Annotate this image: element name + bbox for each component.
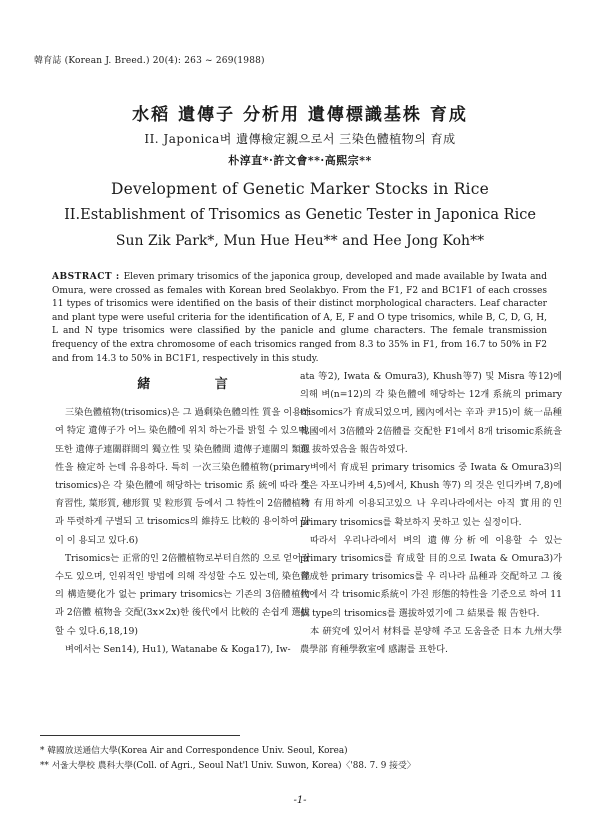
english-subtitle: II.Establishment of Trisomics as Genetic Tester in Japonica Rice [64,207,536,223]
acknowledgement-paragraph: 本 硏究에 있어서 材料를 분양해 주고 도움을준 日本 九州大學 農學部 育種學敎室에 感謝를 표한다. [300,625,562,656]
english-title: Development of Genetic Marker Stocks in Rice [111,180,489,198]
intro-paragraph: 벼에서는 Sen14), Hu1), Watanabe & Koga17), Iw- [65,643,291,655]
intro-paragraph: 벼에서 育成된 primary trisomics 중 Iwata & Omura3)의 것은 자포니카벼 4,5)에서, Khush 等7) 의 것은 인디카벼 7,8)에서 有用하게 이용되고있으 나 우리나라에서는 아직 實用的인 primary trisomics를 확보하지 못하고 있는 실정이다. [300,462,562,528]
intro-paragraph: 三染色體植物(trisomics)은 그 過剩染色體의性 質을 이용하여 特定 遺傳子가 어느 染色體에 위치 하는가를 밝힐 수 있으며, 또한 遺傳子連關群間의 獨立性 및 染色體間 遺傳子連關의 類似性을 檢定하 는데 유용하다. 특히 一次三染色體植物(primary trisomics)은 각 染色體에 해당하는 trisomic 系 統에 따라 生育習性, 葉形質, 穗形質 및 粒形質 등에서 그 特性이 2倍體植物과 뚜렷하게 구별되 고 trisomics의 維持도 比較的 용이하여 많이 이 용되고 있다.6) [55,407,310,546]
footnote-affiliation-2: ** 서울大學校 農科大學(Coll. of Agri., Seoul Nat'l Univ. Suwon, Korea)〈'88. 7. 9 接受〉 [40,761,416,771]
korean-authors: 朴淳直*·許文會**·高熙宗** [228,154,372,167]
body-left-column [55,368,310,659]
korean-title: 水稻 遺傳子 分析用 遺傳標識基株 育成 [132,105,468,125]
abstract [52,271,547,366]
section-title-introduction: 緒 言 [137,377,258,392]
abstract-text: Eleven primary trisomics of the japonica group, developed and made available by Iwata and Omura, were crossed as females with Korean bred Seolakbyo. From the F1, F2 and BC1F1 of each crosses 11 types of trisomics were identified on the basis of their distinct morphological characters. Leaf character and plant type were useful criteria for the identification of A, E, F and O type trisomics, while B, C, D, G, H, L and N type trisomics were classified by the panicle and glume characters. The female transmission frequency of the extra chromosome of each trisomics ranged from 8.3 to 35% in F1, from 16.7 to 50% in F2 and from 14.3 to 50% in BC1F1, respectively in this study. [52,272,547,364]
intro-paragraph: 따라서 우리나라에서 벼의 遺傳分析에 이용할 수 있는 primary trisomics를 育成할 目的으로 Iwata & Omura3)가 育成한 primary trisomics를 우 리나라 品種과 交配하고 그 後代에서 각 trisomic系統이 가진 形態的特性을 기준으로 하여 11個 type의 trisomics를 選拔하였기에 그 結果를 報 告한다. [300,534,562,619]
footnote-divider [40,735,240,736]
korean-subtitle: II. Japonica벼 遺傳檢定親으로서 三染色體植物의 育成 [144,132,456,146]
footnote-affiliation-1: * 韓國放送通信大學(Korea Air and Correspondence Univ. Seoul, Korea) [40,746,348,756]
body-right-column [300,368,562,659]
abstract-label: ABSTRACT : [52,272,124,282]
english-authors: Sun Zik Park*, Mun Hue Heu** and Hee Jong Koh** [115,233,485,249]
intro-paragraph: ata 等2), Iwata & Omura3), Khush等7) 및 Misra 等12)에 의해 벼(n=12)의 각 染色體에 해당하는 12개 系統의 primary trisomics가 育成되었으며, 國內에서는 辛과 尹15)이 統一品種 韓國에서 3倍體와 2倍體를 交配한 F1에서 8개 trisomic系統을 選 拔하였음을 報告하였다. [300,371,562,455]
footnotes [40,744,416,774]
intro-paragraph: Trisomics는 正常的인 2倍體植物로부터自然的 으로 얻어질 수도 있으며, 인위적인 방법에 의해 작성할 수도 있는데, 染色體의 構造變化가 없는 primary trisomics는 기존의 3倍體植物과 2倍體 植物을 交配(3x×2x)한 後代에서 比較的 손쉽게 選拔할 수 있다.6,18,19) [55,552,310,637]
page-number: -1- [293,795,307,806]
journal-citation: 韓育誌 (Korean J. Breed.) 20(4): 263 ~ 269(1988) [34,56,265,66]
